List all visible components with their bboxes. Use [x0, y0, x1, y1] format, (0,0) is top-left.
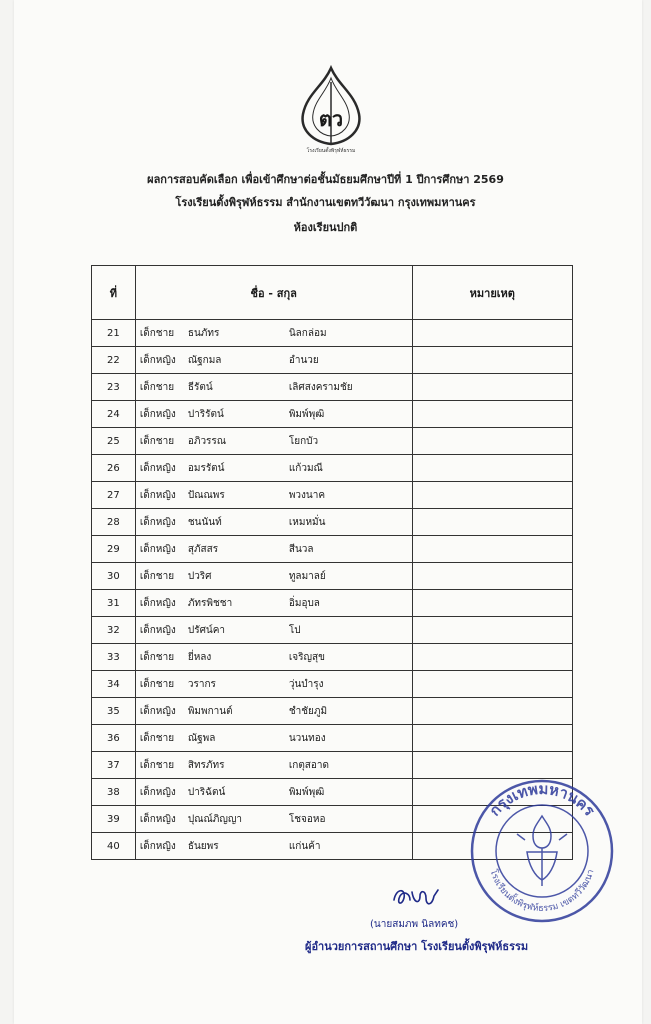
student-name-cell: [135, 455, 412, 482]
student-name-cell: [135, 617, 412, 644]
student-name-cell: [135, 374, 412, 401]
note-cell: [412, 671, 572, 698]
stamp-bottom-text: โรงเรียนตั้งพิรุฬห์ธรรม เขตทวีวัฒนา: [487, 868, 597, 915]
name-prefix: เด็กชาย: [139, 652, 175, 663]
first-name: ปาริรัตน์: [187, 409, 224, 420]
student-name-cell: [135, 644, 412, 671]
name-prefix: เด็กหญิง: [139, 814, 176, 825]
first-name: พิมพกานต์: [187, 706, 233, 717]
student-roster-table: [91, 265, 573, 860]
header-no: ที่: [92, 266, 136, 320]
student-name-cell: [135, 482, 412, 509]
row-number: 35: [92, 698, 136, 725]
last-name: เหมหมั่น: [288, 517, 326, 528]
table-row: [92, 671, 573, 698]
header-name: ชื่อ - สกุล: [135, 266, 412, 320]
first-name: ปวริศ: [187, 571, 212, 582]
student-name-cell: [135, 509, 412, 536]
student-name-cell: [135, 779, 412, 806]
last-name: ทูลมาลย์: [288, 571, 326, 582]
name-prefix: เด็กหญิง: [139, 409, 176, 420]
director-signature: [390, 880, 444, 912]
student-name-cell: [135, 563, 412, 590]
row-number: 40: [92, 833, 136, 860]
row-number: 31: [92, 590, 136, 617]
note-cell: [412, 401, 572, 428]
name-prefix: เด็กชาย: [139, 328, 175, 339]
last-name: ชำชัยภูมิ: [288, 706, 328, 717]
student-name-cell: [135, 833, 412, 860]
first-name: ยี่หลง: [187, 652, 212, 663]
student-name-cell: [135, 590, 412, 617]
first-name: วรากร: [187, 679, 216, 690]
table-row: [92, 590, 573, 617]
row-number: 25: [92, 428, 136, 455]
last-name: นิลกล่อม: [288, 328, 327, 339]
last-name: สีนวล: [288, 544, 314, 555]
header-note: หมายเหตุ: [412, 266, 572, 320]
first-name: อมรรัตน์: [187, 463, 225, 474]
student-name-cell: [135, 401, 412, 428]
note-cell: [412, 509, 572, 536]
table-row: [92, 536, 573, 563]
title-line-3: ห้องเรียนปกติ: [293, 221, 358, 234]
last-name: พิมพ์พุฒิ: [288, 409, 325, 420]
table-row: [92, 509, 573, 536]
last-name: อิ่มอุบล: [288, 598, 320, 609]
name-prefix: เด็กหญิง: [139, 463, 176, 474]
row-number: 27: [92, 482, 136, 509]
row-number: 33: [92, 644, 136, 671]
last-name: อำนวย: [288, 355, 319, 366]
row-number: 39: [92, 806, 136, 833]
student-name-cell: [135, 725, 412, 752]
first-name: ปรัศน์คา: [187, 625, 226, 636]
stamp-emblem-icon: [517, 816, 567, 886]
table-row: [92, 698, 573, 725]
name-prefix: เด็กชาย: [139, 760, 175, 771]
student-name-cell: [135, 671, 412, 698]
table-row: [92, 563, 573, 590]
table-row: [92, 725, 573, 752]
last-name: พวงนาค: [288, 490, 326, 501]
table-row: [92, 455, 573, 482]
row-number: 23: [92, 374, 136, 401]
last-name: นวนทอง: [288, 733, 326, 744]
note-cell: [412, 374, 572, 401]
last-name: เจริญสุข: [288, 652, 325, 663]
first-name: อภิวรรณ: [187, 436, 227, 447]
note-cell: [412, 536, 572, 563]
name-prefix: เด็กหญิง: [139, 544, 176, 555]
row-number: 32: [92, 617, 136, 644]
first-name: ธีรัตน์: [187, 382, 213, 393]
last-name: แก้วมณี: [288, 463, 323, 474]
last-name: เลิศสงครามชัย: [288, 382, 353, 393]
note-cell: [412, 347, 572, 374]
name-prefix: เด็กหญิง: [139, 490, 176, 501]
row-number: 38: [92, 779, 136, 806]
first-name: สุภัสสร: [187, 544, 219, 555]
table-row: [92, 482, 573, 509]
name-prefix: เด็กชาย: [139, 436, 175, 447]
svg-text:ตว: ตว: [318, 107, 344, 131]
row-number: 22: [92, 347, 136, 374]
name-prefix: เด็กหญิง: [139, 706, 176, 717]
logo-caption: โรงเรียนตั้งพิรุฬห์ธรรม: [306, 148, 356, 154]
table-row: [92, 401, 573, 428]
row-number: 30: [92, 563, 136, 590]
table-header-row: [92, 266, 573, 320]
name-prefix: เด็กหญิง: [139, 355, 176, 366]
note-cell: [412, 752, 572, 779]
student-name-cell: [135, 806, 412, 833]
table-row: [92, 644, 573, 671]
first-name: ธันยพร: [187, 841, 219, 852]
note-cell: [412, 644, 572, 671]
signer-name: (นายสมภพ นิลทคช): [370, 919, 459, 930]
last-name: โยกบัว: [288, 436, 319, 447]
student-name-cell: [135, 698, 412, 725]
table-row: [92, 428, 573, 455]
first-name: ธนภัทร: [187, 328, 220, 339]
signer-title: ผู้อำนวยการสถานศึกษา โรงเรียนตั้งพิรุฬห์ธรรม: [305, 940, 529, 953]
name-prefix: เด็กชาย: [139, 679, 175, 690]
note-cell: [412, 590, 572, 617]
last-name: แก่นค้า: [288, 841, 321, 852]
row-number: 29: [92, 536, 136, 563]
first-name: ภัทรพิชชา: [187, 598, 233, 609]
name-prefix: เด็กหญิง: [139, 787, 176, 798]
name-prefix: เด็กหญิง: [139, 625, 176, 636]
last-name: พิมพ์พุฒิ: [288, 787, 325, 798]
student-name-cell: [135, 428, 412, 455]
row-number: 37: [92, 752, 136, 779]
stamp-top-text: กรุงเทพมหานคร: [485, 779, 599, 820]
first-name: ณัฐกมล: [187, 355, 222, 366]
table-row: [92, 374, 573, 401]
student-name-cell: [135, 320, 412, 347]
table-row: [92, 320, 573, 347]
row-number: 21: [92, 320, 136, 347]
last-name: วุ่นบำรุง: [288, 679, 324, 690]
title-line-1: ผลการสอบคัดเลือก เพื่อเข้าศึกษาต่อชั้นมัธยมศึกษาปีที่ 1 ปีการศึกษา 2569: [147, 173, 504, 186]
row-number: 28: [92, 509, 136, 536]
name-prefix: เด็กชาย: [139, 733, 175, 744]
name-prefix: เด็กหญิง: [139, 598, 176, 609]
note-cell: [412, 725, 572, 752]
student-name-cell: [135, 347, 412, 374]
note-cell: [412, 320, 572, 347]
note-cell: [412, 563, 572, 590]
note-cell: [412, 428, 572, 455]
row-number: 34: [92, 671, 136, 698]
row-number: 36: [92, 725, 136, 752]
first-name: สิทรภัทร: [187, 760, 225, 771]
note-cell: [412, 617, 572, 644]
official-stamp: [467, 776, 617, 926]
name-prefix: เด็กหญิง: [139, 841, 176, 852]
svg-text:กรุงเทพมหานคร: [486, 780, 599, 820]
first-name: ชนนันท์: [187, 517, 222, 528]
note-cell: [412, 698, 572, 725]
row-number: 24: [92, 401, 136, 428]
table-row: [92, 347, 573, 374]
note-cell: [412, 455, 572, 482]
name-prefix: เด็กหญิง: [139, 517, 176, 528]
last-name: โชจอหอ: [288, 814, 326, 825]
school-logo: [293, 64, 369, 156]
row-number: 26: [92, 455, 136, 482]
first-name: ปาริฉัตน์: [187, 787, 226, 798]
name-prefix: เด็กชาย: [139, 382, 175, 393]
note-cell: [412, 482, 572, 509]
last-name: เกตุสอาด: [288, 760, 330, 771]
title-line-2: โรงเรียนตั้งพิรุฬห์ธรรม สำนักงานเขตทวีวัฒนา กรุงเทพมหานคร: [175, 196, 476, 209]
last-name: โป: [288, 625, 301, 636]
first-name: ปัณณพร: [187, 490, 225, 501]
first-name: ณัฐพล: [187, 733, 216, 744]
student-name-cell: [135, 536, 412, 563]
table-row: [92, 752, 573, 779]
first-name: ปุณณ์ภิญญา: [187, 814, 242, 825]
name-prefix: เด็กชาย: [139, 571, 175, 582]
table-row: [92, 617, 573, 644]
student-name-cell: [135, 752, 412, 779]
